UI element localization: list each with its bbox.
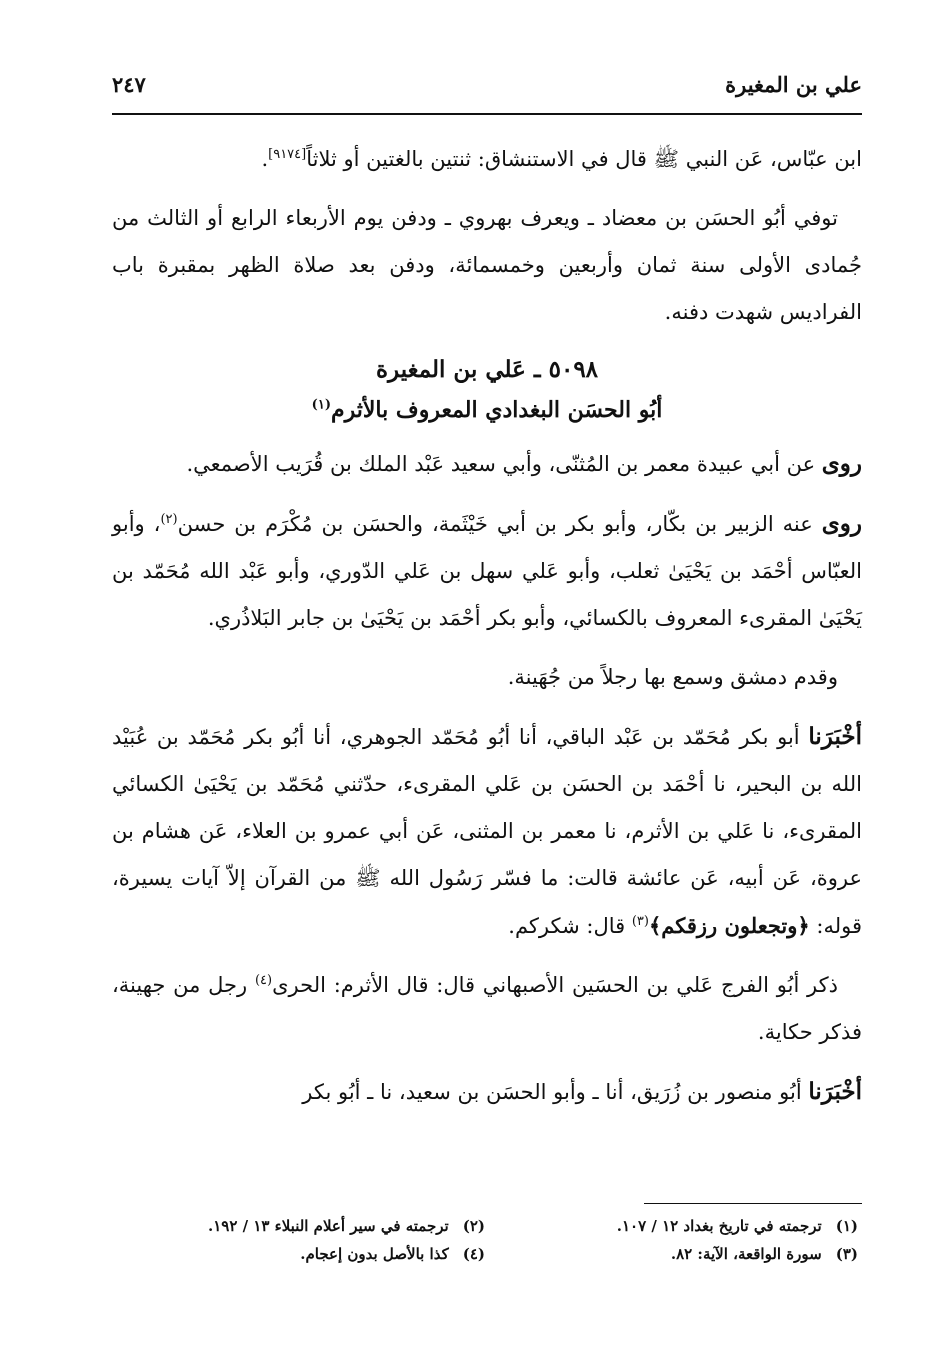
lead-word: روى	[821, 510, 863, 537]
footnote-text: ترجمته في تاريخ بغداد ١٢ / ١٠٧.	[616, 1217, 822, 1235]
paragraph-text: أبو بكر مُحَمّد بن عَبْد الباقي، أنا أبُو مُحَمّد الجوهري، أنا أبُو بكر مُحَمّد بن عُبَيْد الله بن البحير، نا أحْمَد بن الحسَن بن عَلي المقرىء، حدّثني مُحَمّد بن يَحْيَىٰ الكسائي المقرىء، نا عَلي بن الأثرم، نا معمر بن المثنى، عَن أبي عمرو بن العلاء، عَن هشام بن عروة، عَن أبيه، عَن عائشة قالت: ما فسّر رَسُول الله ﷺ من القرآن إلاّ آيات يسيرة، قوله:	[112, 725, 862, 938]
footnote-item	[112, 1240, 485, 1268]
footnote-ref: (٣)	[631, 914, 649, 929]
footnote-ref: (٢)	[160, 512, 178, 527]
footnote-text: ترجمته في سير أعلام النبلاء ١٣ / ١٩٢.	[207, 1217, 449, 1235]
header-rule	[112, 113, 862, 115]
paragraph-death-note: توفي أبُو الحسَن بن معضاد ـ ويعرف بهروي ـ ودفن يوم الأربعاء الرابع أو الثالث من جُمادى الأولى سنة ثمان وأربعين وخمسمائة، ودفن بعد صلاة الظهر بمقبرة باب الفراديس شهدت دفنه.	[112, 206, 862, 324]
hadith-number: [٩١٧٤]	[268, 147, 307, 162]
paragraph-text: رجل من جهينة، فذكر حكاية.	[112, 973, 862, 1044]
paragraph-text: أبُو منصور بن زُرَيق، أنا ـ وأبو الحسَن بن سعيد، نا ـ أبُو بكر	[302, 1080, 809, 1104]
footnote-number: (٣)	[835, 1245, 858, 1263]
footnote-text: كذا بالأصل بدون إعجام.	[300, 1245, 449, 1263]
paragraph-text: ابن عبّاس، عَن النبي ﷺ قال في الاستنشاق: ثنتين بالغتين أو ثلاثاً	[306, 147, 862, 171]
running-header	[112, 66, 862, 110]
running-title: علي بن المغيرة	[725, 72, 862, 97]
paragraph-text: عنه الزبير بن بكّار، وأبو بكر بن أبي خَيْثَمة، والحسَن بن مُكْرَم بن حسن	[177, 512, 822, 536]
paragraph-damascus: وقدم دمشق وسمع بها رجلاً من جُهَينة.	[507, 665, 838, 689]
footnote-row	[112, 1212, 858, 1240]
footnote-ref: (١)	[311, 397, 331, 413]
lead-word: روى	[821, 450, 862, 477]
entry-title: ٥٠٩٨ ـ عَلي بن المغيرة	[375, 356, 599, 383]
main-text	[112, 136, 862, 1128]
footnote-ref: (٤)	[254, 973, 273, 988]
footnote-item	[112, 1212, 485, 1240]
footnote-number: (١)	[835, 1217, 858, 1235]
paragraph-isnad	[112, 713, 862, 950]
paragraph-narrated-from	[112, 440, 862, 488]
footnote-item	[485, 1212, 858, 1240]
footnote-number: (٢)	[462, 1217, 485, 1235]
paragraph-text: ذكر أبُو الفرج عَلي بن الحسَين الأصبهاني قال: قال الأثرم: الحرى	[272, 973, 838, 997]
paragraph-isfahani	[112, 962, 862, 1056]
footnotes	[112, 1212, 858, 1268]
paragraph-continuation	[112, 136, 862, 183]
paragraph-end: .	[261, 147, 269, 171]
paragraph-text: عن أبي عبيدة معمر بن المُثنّى، وأبي سعيد عَبْد الملك بن قُرَيب الأصمعي.	[186, 452, 822, 476]
footnote-rule	[644, 1203, 862, 1204]
paragraph-isnad-2	[112, 1068, 862, 1116]
page-number: ٢٤٧	[112, 72, 146, 97]
entry-subtitle-text: أبُو الحسَن البغدادي المعروف بالأثرم	[330, 397, 663, 423]
footnote-text: سورة الواقعة، الآية: ٨٢.	[670, 1245, 822, 1263]
footnote-row	[112, 1240, 858, 1268]
quran-quote: ﴿وتجعلون رزقكم﴾	[648, 913, 810, 938]
lead-word: أخْبَرَنا	[808, 723, 862, 750]
footnote-number: (٤)	[462, 1245, 485, 1263]
footnote-item	[485, 1240, 858, 1268]
paragraph-text: ، وأبو العبّاس أحْمَد بن يَحْيَىٰ ثعلب، وأبو عَلي سهل بن عَلي الدّوري، وأبو عَبْد الله مُحَمّد بن يَحْيَىٰ المقرىء المعروف بالكسائي، وأبو بكر أحْمَد بن يَحْيَىٰ بن جابر البَلاذُري.	[112, 512, 862, 630]
paragraph-text: قال: شكركم.	[508, 914, 632, 938]
paragraph-narrated-by	[112, 500, 862, 642]
lead-word: أخْبَرَنا	[808, 1078, 862, 1105]
entry-subtitle	[112, 390, 862, 430]
